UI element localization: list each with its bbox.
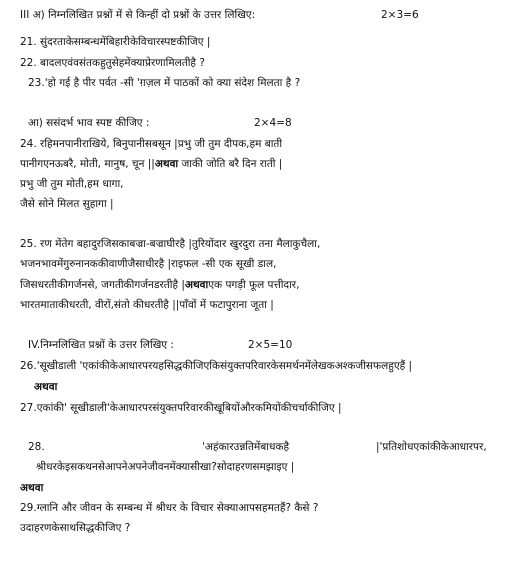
- question-25-line3-b: एक पगड़ी फूल पत्तीदार,: [208, 279, 300, 291]
- section3-heading: III अ) निम्नलिखित प्रश्नों में से किन्हीं दो प्रश्नों के उत्तर लिखिए:: [20, 9, 256, 21]
- question-28-right: |'प्रतिशोधएकांकीकेआधारपर,: [376, 441, 487, 453]
- question-24-line4: जैसे सोने मिलत सुहागा |: [20, 198, 114, 210]
- question-28-quote: 'अहंकारउन्नतिमेंबाधकहै: [202, 441, 290, 453]
- question-29-line2: उदाहरणकेसाथसिद्धकीजिए ?: [20, 522, 131, 534]
- section4-marks: 2×5=10: [248, 339, 293, 351]
- question-24-line3: प्रभु जी तुम मोती,हम धागा,: [20, 178, 124, 190]
- question-22: 22. बादलएवंवसंतकहुतुसेहमेंक्याप्रेरणामिलतीहै ?: [20, 57, 205, 69]
- question-28-number: 28.: [28, 441, 45, 453]
- question-28-line2: श्रीधरकेइसकथनसेआपनेअपनेजीवनमेंक्यासीखा?सोदाहरणसमझाइए |: [36, 461, 295, 473]
- question-25-line1: 25. रण मेंतेग बहादुरजिसकाबज्रा-बज्राघीरहै |तुरियोंदार खुरदुरा तना मैलाकुचैला,: [20, 238, 321, 250]
- question-24-line2-a: पानीगएनऊबरै, मोती, मानुष, चून ||: [20, 158, 155, 170]
- question-21: 21. सुंदरताकेसम्बन्धमेंबिहारीकेविचारस्पष्टकीजिए |: [20, 36, 211, 48]
- question-25-line3: [20, 278, 299, 292]
- or-label: अथवा: [154, 158, 179, 170]
- section3-marks: 2×3=6: [381, 9, 419, 21]
- section4-heading: IV.निम्नलिखित प्रश्नों के उत्तर लिखिए :: [28, 339, 174, 351]
- or-label: अथवा: [34, 381, 58, 393]
- or-label: अथवा: [184, 279, 209, 291]
- question-25-line4: भारतमाताकीधरती, वीरों,संतो कीधरतीहै ||पाँवों में फटापुराना जूता |: [20, 299, 274, 311]
- question-24-line2-b: जाकी जोति बरै दिन राती |: [178, 158, 283, 170]
- question-29-line1: 29.ग्लानि और जीवन के सम्बन्ध में श्रीधर के विचार सेक्याआपसहमतहैं? कैसे ?: [20, 502, 319, 514]
- section3b-marks: 2×4=8: [254, 117, 292, 129]
- question-26: 26.'सूखीडाली 'एकांकीकेआधारपरयहसिद्धकीजिएकिसंयुक्तपरिवारकेसमर्थनमेंलेखकअश्कजीसफलहुएहैं |: [20, 360, 413, 372]
- question-24-line1: 24. रहिमनपानीराखिये, बिनुपानीसबसून |प्रभु जी तुम दीपक,हम बाती: [20, 138, 283, 150]
- question-24-line2: [20, 157, 282, 171]
- question-27: 27.एकांकी' सूखीडाली'केआधारपरसंयुक्तपरिवारकीखूबियोंऔरकमियोंकीचर्चाकीजिए |: [20, 402, 342, 414]
- or-label: अथवा: [20, 482, 44, 494]
- question-23: 23.'हो गई है पीर पर्वत -सी 'ग़ज़ल में पाठकों को क्या संदेश मिलता है ?: [28, 77, 301, 89]
- question-25-line2: भजनभावमेंगुरुनानककीवाणीजैसाधीरहै |राइफल -सी एक सूखी डाल,: [20, 258, 277, 270]
- question-25-line3-a: जिसधरतीकीगर्जनसे, जगतीकीगर्जनडरतीहै |: [20, 279, 185, 291]
- section3b-heading: आ) ससंदर्भ भाव स्पष्ट कीजिए :: [28, 117, 150, 129]
